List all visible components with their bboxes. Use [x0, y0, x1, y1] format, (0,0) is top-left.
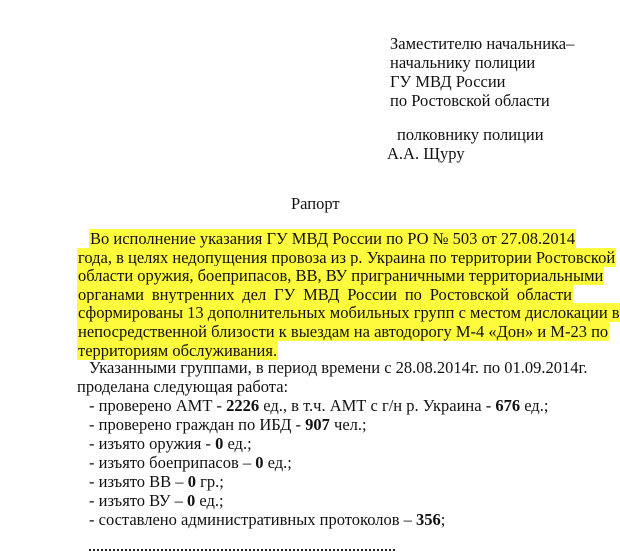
result-label: - изъято оружия - — [89, 434, 216, 453]
result-unit: ед.; — [223, 434, 252, 453]
highlight: сформированы 13 дополнительных мобильных групп с местом дислокации в — [78, 303, 620, 323]
paragraph-line — [77, 266, 604, 286]
highlight: органами внутренних дел ГУ МВД России по Ростовской области — [78, 284, 572, 304]
paragraph-line — [77, 321, 609, 342]
highlight: непосредственной близости к выездам на автодорогу М-4 «Дон» и М-23 по — [78, 321, 609, 341]
highlight: Во исполнение указания ГУ МВД России по РО № 503 от 27.08.2014 — [90, 229, 576, 248]
result-unit: гр.; — [195, 472, 224, 491]
highlight: года, в целях недопущения провоза из р. Украина по территории Ростовской — [78, 247, 616, 267]
paragraph-line — [77, 303, 620, 323]
result-value: 0 — [187, 491, 196, 510]
paragraph-line — [77, 229, 576, 249]
result-unit: ед.; — [263, 453, 292, 472]
result-item — [89, 472, 224, 492]
result-label: - составлено административных протоколов – — [89, 510, 416, 529]
paragraph-2-line-1: Указанными группами, в период времени с 28.08.2014г. по 01.09.2014г. — [89, 358, 588, 377]
result-value: 676 — [495, 396, 521, 415]
addressee-name: А.А. Щуру — [387, 144, 465, 163]
result-label: - изъято боеприпасов – — [89, 453, 256, 472]
result-unit: ; — [440, 510, 446, 529]
document-title: Рапорт — [291, 194, 340, 213]
paragraph-2-line-2: проделана следующая работа: — [77, 377, 289, 396]
addressee-line-2: начальнику полиции — [390, 53, 536, 72]
result-value: 356 — [416, 510, 441, 529]
paragraph-line — [77, 247, 616, 268]
result-value: 0 — [255, 453, 264, 472]
addressee-rank: полковнику полиции — [397, 125, 544, 144]
paragraph-line — [77, 286, 573, 305]
result-unit: чел.; — [329, 415, 367, 434]
result-unit: ед.; — [195, 491, 224, 510]
result-label: - изъято ВВ – — [89, 472, 188, 491]
result-label: ед., в т.ч. АМТ с г/н р. Украина - — [259, 396, 496, 415]
highlight: территориям обслуживания. — [78, 340, 278, 360]
result-item — [89, 510, 445, 530]
result-label: - проверено АМТ - — [89, 396, 227, 415]
paragraph-main — [77, 229, 620, 360]
result-item — [89, 415, 367, 435]
result-item — [89, 434, 252, 454]
result-label: - проверено граждан по ИБД - — [89, 415, 306, 434]
highlight: области оружия, боеприпасов, ВВ, ВУ приграничными территориальными — [78, 266, 604, 286]
addressee-line-1: Заместителю начальника– — [390, 34, 575, 53]
cut-off-line — [89, 540, 399, 558]
result-unit: ед.; — [520, 396, 549, 415]
result-label: - изъято ВУ – — [89, 491, 188, 510]
result-item — [89, 396, 548, 416]
result-item — [89, 453, 292, 473]
result-value: 0 — [187, 472, 196, 491]
result-value: 2226 — [226, 396, 260, 415]
addressee-line-4: по Ростовской области — [390, 91, 550, 110]
addressee-line-3: ГУ МВД России — [390, 72, 506, 91]
result-value: 907 — [305, 415, 330, 434]
result-value: 0 — [215, 434, 224, 453]
cut-off-text-fragment — [89, 549, 395, 551]
result-item — [89, 491, 224, 511]
